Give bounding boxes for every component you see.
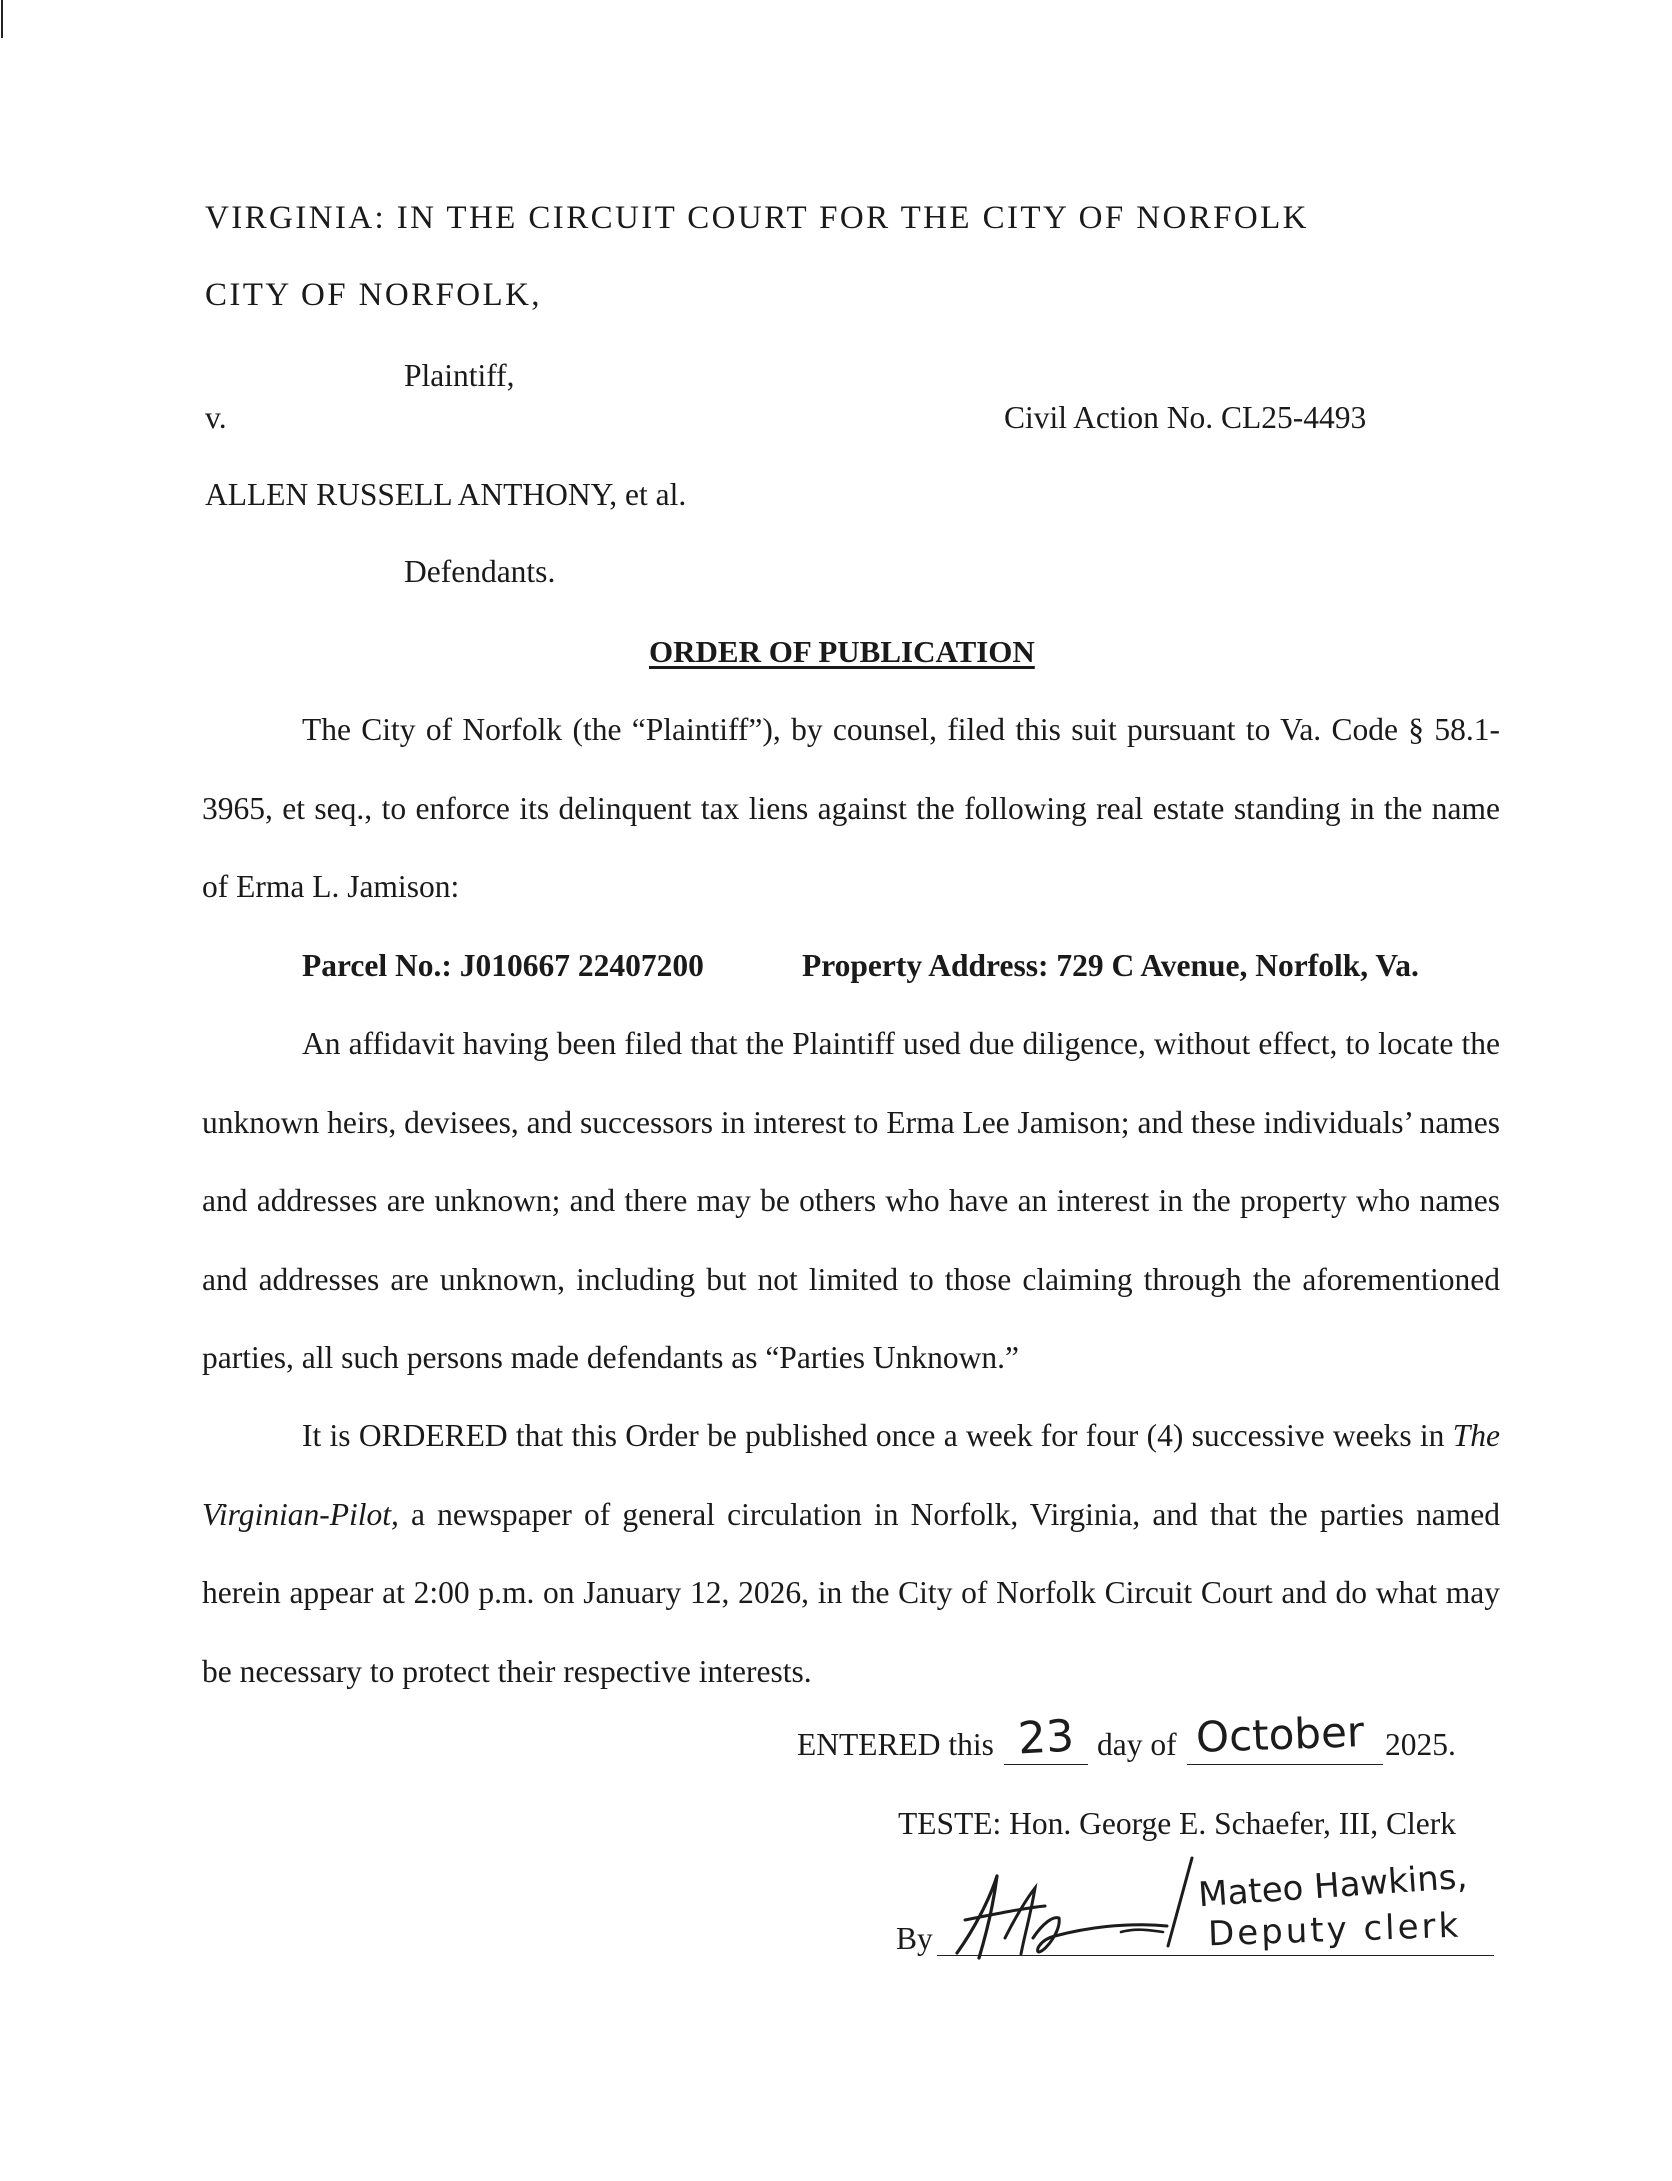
handwritten-month: October (1195, 1707, 1365, 1762)
paragraph-suit-filed (202, 691, 1500, 927)
court-heading: VIRGINIA: IN THE CIRCUIT COURT FOR THE CITY OF NORFOLK (205, 200, 1309, 236)
paragraph-suit-filed-text: The City of Norfolk (the “Plaintiff”), by counsel, filed this suit pursuant to Va. Code § 58.1-3965, et seq., to enforce its delinquent tax liens against the following real estate standing in the name of Erma L. Jamison: (202, 712, 1500, 904)
day-blank-line (1004, 1764, 1088, 1765)
versus-label: v. (205, 400, 227, 435)
newspaper-name: The Virginian-Pilot, (202, 1418, 1500, 1532)
parcel-number: Parcel No.: J010667 22407200 (302, 948, 704, 983)
by-label: By (896, 1921, 933, 1956)
paragraph-order-text-a: It is ORDERED that this Order be published once a week for four (4) successive weeks in (302, 1418, 1453, 1453)
signature-slash (1160, 1852, 1200, 1952)
handwritten-signer-title: Deputy clerk (1207, 1905, 1462, 1955)
entered-year: 2025. (1385, 1727, 1456, 1762)
paragraph-affidavit (202, 1005, 1500, 1398)
teste-clerk-line: TESTE: Hon. George E. Schaefer, III, Clerk (898, 1806, 1456, 1841)
handwritten-signer-name: Mateo Hawkins, (1196, 1856, 1469, 1916)
defendant-name: ALLEN RUSSELL ANTHONY, et al. (205, 477, 687, 512)
defendant-role: Defendants. (404, 554, 556, 589)
plaintiff-name: CITY OF NORFOLK, (205, 277, 542, 313)
month-blank-line (1187, 1764, 1383, 1765)
document-title: ORDER OF PUBLICATION (649, 634, 1035, 669)
paragraph-order-text-b: a newspaper of general circulation in Norfolk, Virginia, and that the parties named herein appear at 2:00 p.m. on January 12, 2026, in the City of Norfolk Circuit Court and do what may be necessary to protect their respective interests. (202, 1496, 1500, 1689)
property-address: Property Address: 729 C Avenue, Norfolk, Va. (802, 948, 1419, 983)
signature-scrawl (935, 1868, 1195, 1968)
paragraph-affidavit-text: An affidavit having been filed that the Plaintiff used due diligence, without effect, to locate the unknown heirs, devisees, and successors in interest to Erma Lee Jamison; and these individuals’ names and addresses are unknown; and there may be others who have an interest in the property who names and addresses are unknown, including but not limited to those claiming through the aforementioned parties, all such persons made defendants as “Parties Unknown.” (202, 1026, 1500, 1375)
plaintiff-role: Plaintiff, (404, 358, 515, 393)
handwritten-day: 23 (1016, 1710, 1076, 1765)
entered-prefix: ENTERED this (797, 1727, 994, 1762)
scan-edge-mark (1, 0, 3, 38)
civil-action-number: Civil Action No. CL25-4493 (1004, 400, 1367, 435)
entered-day-of: day of (1097, 1727, 1177, 1762)
paragraph-order (202, 1397, 1500, 1711)
